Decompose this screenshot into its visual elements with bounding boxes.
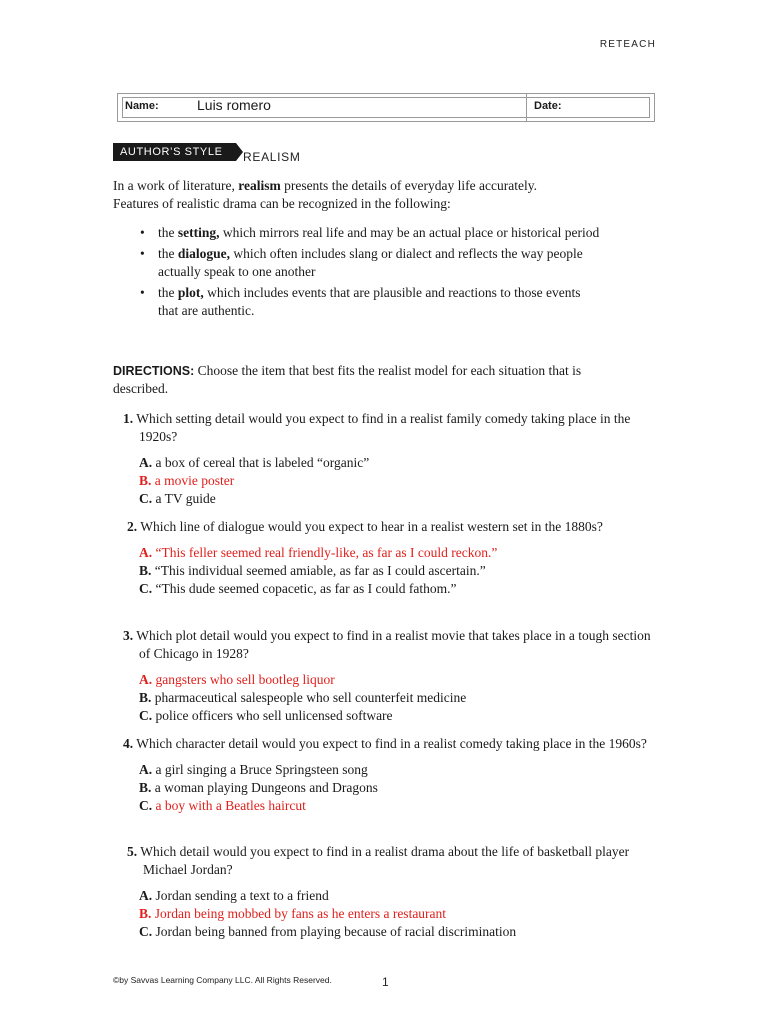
question-number: 3. xyxy=(123,628,134,643)
feature-list xyxy=(140,224,640,323)
question-number: 1. xyxy=(123,411,134,426)
directions-text: Choose the item that best fits the realist model for each situation that is described. xyxy=(113,363,582,396)
bullet-bold: setting, xyxy=(177,225,220,240)
option-b-selected[interactable]: B. a movie poster xyxy=(139,473,235,488)
directions-label: DIRECTIONS: xyxy=(113,364,195,378)
reteach-label: RETEACH xyxy=(599,39,656,50)
option-a[interactable]: A. Jordan sending a text to a friend xyxy=(139,888,329,903)
bullet-icon: • xyxy=(140,225,145,240)
question-stem: Which plot detail would you expect to find in a realist movie that takes place in a tough section of Chicago in 1928? xyxy=(136,628,651,661)
option-c[interactable]: C. “This dude seemed copacetic, as far as I could fathom.” xyxy=(139,581,457,596)
question-5 xyxy=(118,843,648,941)
bullet-icon: • xyxy=(140,246,145,261)
option-a[interactable]: A. a box of cereal that is labeled “organic” xyxy=(139,455,370,470)
name-label: Name: xyxy=(125,100,159,112)
section-title: REALISM xyxy=(243,150,301,164)
list-item xyxy=(140,284,588,320)
bullet-pre: the xyxy=(158,285,178,300)
bullet-text: which often includes slang or dialect and reflects the way people actually speak to one another xyxy=(158,246,583,279)
bullet-text: which includes events that are plausible and reactions to those events that are authentic. xyxy=(158,285,581,318)
intro-line-1 xyxy=(113,177,537,195)
question-2 xyxy=(118,518,648,598)
option-b[interactable]: B. “This individual seemed amiable, as far as I could ascertain.” xyxy=(139,563,486,578)
intro-line-2: Features of realistic drama can be recognized in the following: xyxy=(113,196,451,211)
option-c[interactable]: C. Jordan being banned from playing because of racial discrimination xyxy=(139,924,517,939)
option-b[interactable]: B. pharmaceutical salespeople who sell counterfeit medicine xyxy=(139,690,467,705)
intro-pre: In a work of literature, xyxy=(113,178,239,193)
list-item xyxy=(140,245,593,281)
directions xyxy=(113,362,589,398)
option-c[interactable]: C. a TV guide xyxy=(139,491,216,506)
question-stem: Which detail would you expect to find in a realist drama about the life of basketball player Michael Jordan? xyxy=(140,844,630,877)
name-date-divider xyxy=(526,94,527,121)
question-stem: Which line of dialogue would you expect to hear in a realist western set in the 1880s? xyxy=(140,519,603,534)
option-a-selected[interactable]: A. gangsters who sell bootleg liquor xyxy=(139,672,335,687)
bullet-pre: the xyxy=(158,246,178,261)
question-stem: Which character detail would you expect to find in a realist comedy taking place in the 1960s? xyxy=(136,736,647,751)
list-item xyxy=(140,224,608,242)
question-number: 2. xyxy=(127,519,138,534)
option-a[interactable]: A. a girl singing a Bruce Springsteen song xyxy=(139,762,368,777)
name-field[interactable]: Luis romero xyxy=(197,97,271,113)
question-4 xyxy=(114,735,647,815)
option-a-selected[interactable]: A. “This feller seemed real friendly-like, as far as I could reckon.” xyxy=(139,545,498,560)
option-b-selected[interactable]: B. Jordan being mobbed by fans as he enters a restaurant xyxy=(139,906,447,921)
question-number: 5. xyxy=(127,844,138,859)
option-c-selected[interactable]: C. a boy with a Beatles haircut xyxy=(139,798,306,813)
page-number: 1 xyxy=(382,975,389,989)
date-label: Date: xyxy=(534,100,562,112)
copyright: ©by Savvas Learning Company LLC. All Rights Reserved. xyxy=(113,975,332,985)
question-number: 4. xyxy=(123,736,134,751)
bullet-bold: plot, xyxy=(177,285,204,300)
intro-bold: realism xyxy=(238,178,281,193)
bullet-text: which mirrors real life and may be an actual place or historical period xyxy=(219,225,600,240)
name-date-box xyxy=(117,93,655,122)
option-b[interactable]: B. a woman playing Dungeons and Dragons xyxy=(139,780,378,795)
question-1 xyxy=(114,410,644,508)
option-c[interactable]: C. police officers who sell unlicensed software xyxy=(139,708,393,723)
bullet-icon: • xyxy=(140,285,145,300)
intro-post: presents the details of everyday life accurately. xyxy=(280,178,537,193)
bullet-pre: the xyxy=(158,225,178,240)
section-tag: AUTHOR’S STYLE xyxy=(113,143,236,161)
question-3 xyxy=(114,627,651,725)
question-stem: Which setting detail would you expect to find in a realist family comedy taking place in the 1920s? xyxy=(136,411,631,444)
bullet-bold: dialogue, xyxy=(177,246,231,261)
